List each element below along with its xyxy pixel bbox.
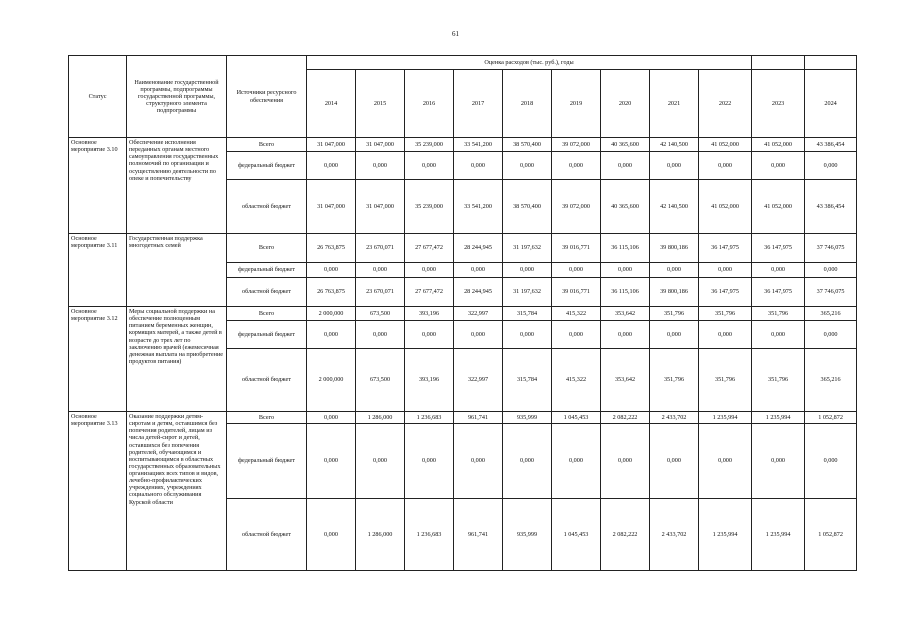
header-year: 2021 <box>650 70 699 138</box>
value-cell: 0,000 <box>503 263 552 278</box>
source-cell: Всего <box>227 138 307 152</box>
value-cell: 353,642 <box>601 307 650 321</box>
program-name-cell: Государственная поддержка многодетных семей <box>127 234 227 307</box>
value-cell: 0,000 <box>752 321 805 349</box>
value-cell: 37 746,075 <box>805 234 857 263</box>
value-cell: 0,000 <box>454 424 503 499</box>
value-cell: 0,000 <box>405 424 454 499</box>
value-cell: 961,741 <box>454 499 503 571</box>
value-cell: 36 147,975 <box>699 234 752 263</box>
value-cell: 39 016,771 <box>552 234 601 263</box>
program-name-cell: Оказание поддержки детям-сиротам и детям, оставшимся без попечения родителей, лицам из числа детей-сирот и детей, оставшихся без попечения родителей, обучающимся и воспитывающимся в областных государственных образовательных организациях всех типов и видов, лечебно-профилактических учреждениях, учреждениях социального обслуживания Курской области <box>127 412 227 571</box>
value-cell: 0,000 <box>601 152 650 180</box>
value-cell: 28 244,945 <box>454 234 503 263</box>
value-cell: 2 082,222 <box>601 499 650 571</box>
value-cell: 1 236,683 <box>405 412 454 424</box>
value-cell: 1 236,683 <box>405 499 454 571</box>
program-name-cell: Обеспечение исполнения переданных органам местного самоуправления государственных полномочий по организации и осуществлению деятельности по опеке и попечительству <box>127 138 227 234</box>
value-cell: 393,196 <box>405 349 454 412</box>
value-cell: 0,000 <box>356 263 405 278</box>
value-cell: 935,999 <box>503 412 552 424</box>
value-cell: 0,000 <box>650 152 699 180</box>
value-cell: 35 239,000 <box>405 138 454 152</box>
source-cell: Всего <box>227 412 307 424</box>
value-cell: 0,000 <box>699 321 752 349</box>
status-cell: Основное мероприятие 3.12 <box>69 307 127 412</box>
value-cell: 0,000 <box>405 321 454 349</box>
value-cell: 415,322 <box>552 307 601 321</box>
value-cell: 43 386,454 <box>805 180 857 234</box>
value-cell: 36 147,975 <box>752 278 805 307</box>
value-cell: 0,000 <box>552 321 601 349</box>
value-cell: 42 140,500 <box>650 138 699 152</box>
table-row <box>69 307 857 321</box>
value-cell: 0,000 <box>356 424 405 499</box>
value-cell: 0,000 <box>650 321 699 349</box>
value-cell: 0,000 <box>552 263 601 278</box>
header-year: 2022 <box>699 70 752 138</box>
value-cell: 0,000 <box>356 152 405 180</box>
value-cell: 31 047,000 <box>307 138 356 152</box>
value-cell: 0,000 <box>307 321 356 349</box>
value-cell: 0,000 <box>699 263 752 278</box>
header-year: 2024 <box>805 70 857 138</box>
value-cell: 0,000 <box>601 321 650 349</box>
value-cell: 27 677,472 <box>405 234 454 263</box>
value-cell: 26 763,875 <box>307 234 356 263</box>
value-cell: 40 365,600 <box>601 180 650 234</box>
value-cell: 31 047,000 <box>356 138 405 152</box>
value-cell: 2 000,000 <box>307 307 356 321</box>
value-cell: 43 386,454 <box>805 138 857 152</box>
value-cell: 0,000 <box>503 424 552 499</box>
value-cell: 0,000 <box>805 321 857 349</box>
value-cell: 0,000 <box>752 424 805 499</box>
value-cell: 38 570,400 <box>503 180 552 234</box>
value-cell: 38 570,400 <box>503 138 552 152</box>
value-cell: 0,000 <box>356 321 405 349</box>
value-cell: 31 197,632 <box>503 278 552 307</box>
value-cell: 365,216 <box>805 307 857 321</box>
source-cell: областной бюджет <box>227 180 307 234</box>
value-cell: 0,000 <box>601 424 650 499</box>
value-cell: 415,322 <box>552 349 601 412</box>
value-cell: 1 286,000 <box>356 499 405 571</box>
value-cell: 0,000 <box>805 152 857 180</box>
value-cell: 322,997 <box>454 307 503 321</box>
value-cell: 39 072,000 <box>552 180 601 234</box>
value-cell: 351,796 <box>699 349 752 412</box>
value-cell: 0,000 <box>307 263 356 278</box>
value-cell: 1 235,994 <box>699 499 752 571</box>
value-cell: 26 763,875 <box>307 278 356 307</box>
value-cell: 33 541,200 <box>454 180 503 234</box>
value-cell: 23 670,071 <box>356 278 405 307</box>
value-cell: 0,000 <box>307 152 356 180</box>
value-cell: 37 746,075 <box>805 278 857 307</box>
header-year: 2020 <box>601 70 650 138</box>
value-cell: 0,000 <box>454 321 503 349</box>
table-row <box>69 234 857 263</box>
value-cell: 0,000 <box>699 424 752 499</box>
source-cell: областной бюджет <box>227 278 307 307</box>
header-year: 2015 <box>356 70 405 138</box>
header-year: 2017 <box>454 70 503 138</box>
value-cell: 0,000 <box>405 263 454 278</box>
status-cell: Основное мероприятие 3.13 <box>69 412 127 571</box>
value-cell: 0,000 <box>454 152 503 180</box>
value-cell: 1 045,453 <box>552 499 601 571</box>
value-cell: 39 800,186 <box>650 278 699 307</box>
value-cell: 36 147,975 <box>752 234 805 263</box>
value-cell: 673,500 <box>356 307 405 321</box>
value-cell: 1 235,994 <box>752 412 805 424</box>
value-cell: 39 016,771 <box>552 278 601 307</box>
program-name-cell: Меры социальной поддержки на обеспечение полноценным питанием беременных женщин, кормящих матерей, а также детей в возрасте до трех лет по заключению врачей (ежемесячная денежная выплата на приобретение продуктов питания) <box>127 307 227 412</box>
source-cell: Всего <box>227 307 307 321</box>
value-cell: 31 197,632 <box>503 234 552 263</box>
value-cell: 351,796 <box>752 349 805 412</box>
source-cell: федеральный бюджет <box>227 152 307 180</box>
value-cell: 315,784 <box>503 307 552 321</box>
header-empty-2024 <box>805 56 857 70</box>
value-cell: 351,796 <box>650 349 699 412</box>
value-cell: 40 365,600 <box>601 138 650 152</box>
value-cell: 0,000 <box>307 412 356 424</box>
value-cell: 0,000 <box>405 152 454 180</box>
value-cell: 0,000 <box>699 152 752 180</box>
header-empty-2023 <box>752 56 805 70</box>
table-row <box>69 412 857 424</box>
value-cell: 31 047,000 <box>356 180 405 234</box>
source-cell: областной бюджет <box>227 349 307 412</box>
header-year: 2019 <box>552 70 601 138</box>
value-cell: 0,000 <box>805 263 857 278</box>
value-cell: 0,000 <box>307 499 356 571</box>
value-cell: 961,741 <box>454 412 503 424</box>
source-cell: федеральный бюджет <box>227 424 307 499</box>
value-cell: 2 433,702 <box>650 499 699 571</box>
source-cell: федеральный бюджет <box>227 263 307 278</box>
value-cell: 353,642 <box>601 349 650 412</box>
header-sources: Источники ресурсного обеспечения <box>227 56 307 138</box>
table-row <box>69 138 857 152</box>
value-cell: 935,999 <box>503 499 552 571</box>
value-cell: 2 082,222 <box>601 412 650 424</box>
value-cell: 1 045,453 <box>552 412 601 424</box>
status-cell: Основное мероприятие 3.11 <box>69 234 127 307</box>
value-cell: 0,000 <box>650 424 699 499</box>
value-cell: 33 541,200 <box>454 138 503 152</box>
source-cell: федеральный бюджет <box>227 321 307 349</box>
header-status: Статус <box>69 56 127 138</box>
value-cell: 2 000,000 <box>307 349 356 412</box>
value-cell: 0,000 <box>503 321 552 349</box>
value-cell: 0,000 <box>601 263 650 278</box>
value-cell: 315,784 <box>503 349 552 412</box>
header-year: 2014 <box>307 70 356 138</box>
expenditure-table <box>68 55 857 571</box>
value-cell: 42 140,500 <box>650 180 699 234</box>
value-cell: 1 286,000 <box>356 412 405 424</box>
value-cell: 1 235,994 <box>699 412 752 424</box>
value-cell: 28 244,945 <box>454 278 503 307</box>
value-cell: 0,000 <box>805 424 857 499</box>
value-cell: 41 052,000 <box>752 180 805 234</box>
value-cell: 41 052,000 <box>699 138 752 152</box>
value-cell: 31 047,000 <box>307 180 356 234</box>
value-cell: 2 433,702 <box>650 412 699 424</box>
status-cell: Основное мероприятие 3.10 <box>69 138 127 234</box>
page-number: 61 <box>452 30 459 38</box>
value-cell: 351,796 <box>752 307 805 321</box>
value-cell: 36 115,106 <box>601 278 650 307</box>
source-cell: областной бюджет <box>227 499 307 571</box>
header-estimate: Оценка расходов (тыс. руб.), годы <box>307 56 752 70</box>
value-cell: 0,000 <box>752 263 805 278</box>
value-cell: 41 052,000 <box>752 138 805 152</box>
value-cell: 1 052,872 <box>805 412 857 424</box>
value-cell: 39 800,186 <box>650 234 699 263</box>
value-cell: 351,796 <box>699 307 752 321</box>
value-cell: 36 115,106 <box>601 234 650 263</box>
value-cell: 0,000 <box>752 152 805 180</box>
value-cell: 39 072,000 <box>552 138 601 152</box>
source-cell: Всего <box>227 234 307 263</box>
value-cell: 393,196 <box>405 307 454 321</box>
value-cell: 0,000 <box>503 152 552 180</box>
value-cell: 27 677,472 <box>405 278 454 307</box>
value-cell: 351,796 <box>650 307 699 321</box>
header-year: 2023 <box>752 70 805 138</box>
value-cell: 0,000 <box>552 152 601 180</box>
value-cell: 41 052,000 <box>699 180 752 234</box>
value-cell: 1 052,872 <box>805 499 857 571</box>
value-cell: 23 670,071 <box>356 234 405 263</box>
value-cell: 35 239,000 <box>405 180 454 234</box>
value-cell: 0,000 <box>454 263 503 278</box>
value-cell: 365,216 <box>805 349 857 412</box>
header-year: 2018 <box>503 70 552 138</box>
value-cell: 673,500 <box>356 349 405 412</box>
value-cell: 0,000 <box>307 424 356 499</box>
value-cell: 0,000 <box>650 263 699 278</box>
header-name: Наименование государственной программы, подпрограммы государственной программы, структурного элемента подпрограммы <box>127 56 227 138</box>
header-year: 2016 <box>405 70 454 138</box>
value-cell: 36 147,975 <box>699 278 752 307</box>
value-cell: 322,997 <box>454 349 503 412</box>
value-cell: 1 235,994 <box>752 499 805 571</box>
value-cell: 0,000 <box>552 424 601 499</box>
